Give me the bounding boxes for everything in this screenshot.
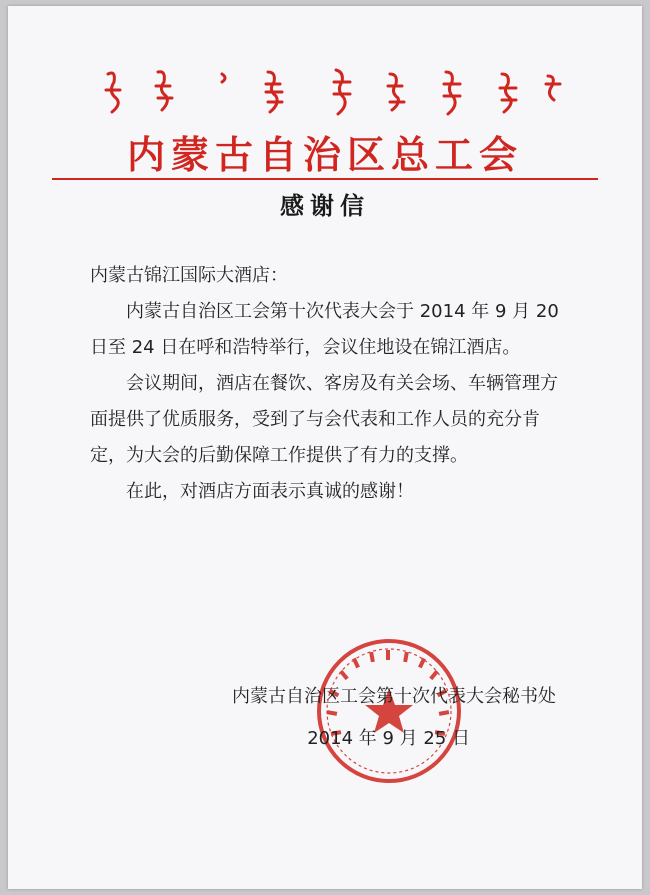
paragraph-2: 会议期间，酒店在餐饮、客房及有关会场、车辆管理方面提供了优质服务，受到了与会代表和工作人员的充分肯定，为大会的后勤保障工作提供了有力的支撑。 <box>90 373 558 466</box>
salutation: 内蒙古锦江国际大酒店： <box>90 265 288 286</box>
official-red-seal-icon <box>314 636 464 786</box>
paragraph-1: 内蒙古自治区工会第十次代表大会于 2014 年 9 月 20 日至 24 日在呼和浩特举行，会议住地设在锦江酒店。 <box>90 301 559 358</box>
signature-organization: 内蒙古自治区工会第十次代表大会秘书处 <box>232 686 556 707</box>
letter-body <box>90 258 570 510</box>
organization-title: 内蒙古自治区总工会 <box>126 132 523 177</box>
letter-page <box>8 6 642 889</box>
document-title: 感谢信 <box>280 191 370 220</box>
red-divider <box>52 178 598 180</box>
mongolian-script-icon <box>100 68 570 116</box>
mongolian-script-header <box>100 68 570 116</box>
paragraph-3: 在此，对酒店方面表示真诚的感谢！ <box>126 481 414 502</box>
signature-date: 2014 年 9 月 25 日 <box>307 728 470 749</box>
